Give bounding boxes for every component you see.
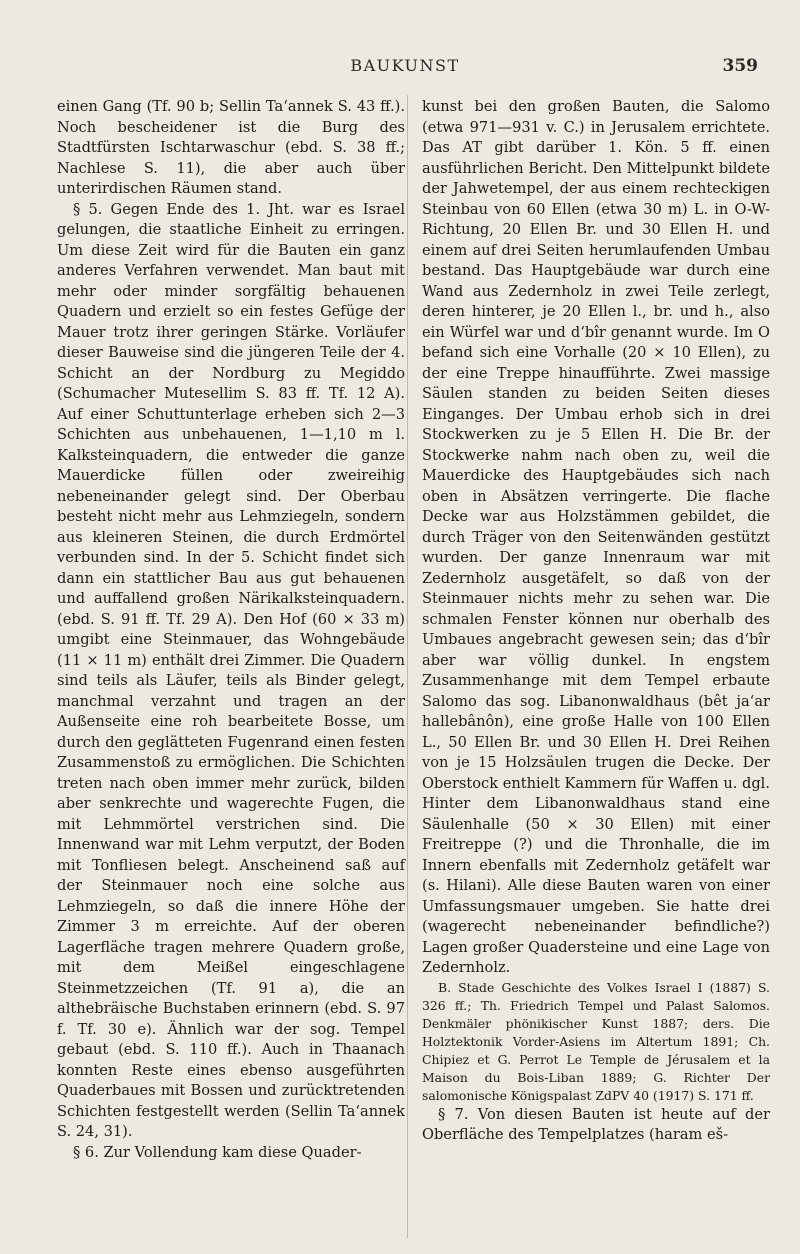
section-7-paragraph: § 7. Von diesen Bauten ist heute auf der Oberfläche des Tempelplatzes (haram eš- [422, 1105, 770, 1143]
page-header [0, 56, 800, 76]
right-column [422, 97, 770, 1146]
bibliography: B. Stade Geschichte des Volkes Israel I (1887) S. 326 ff.; Th. Friedrich Tempel und Palast Salomos. Denkmäler phönikischer Kunst 1887; ders. Die Holztektonik Vorder-Asiens im Altertum 1891; Ch. Chipiez et G. Perrot Le Temple de Jérusalem et la Maison du Bois-Liban 1889; G. Richter Der salomonische Königspalast ZdPV 40 (1917) S. 171 ff. [422, 979, 770, 1103]
left-column [57, 97, 405, 1163]
column-divider [407, 95, 408, 1238]
running-head: BAUKUNST [350, 56, 460, 75]
page-number: 359 [722, 56, 758, 76]
section-5-paragraph: § 5. Gegen Ende des 1. Jht. war es Israel gelungen, die staatliche Einheit zu erringen. Um diese Zeit wird für die Bauten ein ganz anderes Verfahren verwendet. Man baut mit mehr oder minder sorgfältig behauenen Quadern und erzielt so ein festes Gefüge der Mauer trotz ihrer geringen Stärke. Vorläufer dieser Bauweise sind die jüngeren Teile der 4. Schicht an der Nordburg zu Megiddo (Schumacher Mutesellim S. 83 ff. Tf. 12 A). Auf einer Schuttunterlage erheben sich 2—3 Schichten aus unbehauenen, 1—1,10 m l. Kalksteinquadern, die entweder die ganze Mauerdicke füllen oder zweireihig nebeneinander gelegt sind. Der Oberbau besteht nicht mehr aus Lehmziegeln, sondern aus kleineren Steinen, die durch Erdmörtel verbunden sind. In der 5. Schicht findet sich dann ein stattlicher Bau aus gut behauenen und auffallend großen Närikalksteinquadern. (ebd. S. 91 ff. Tf. 29 A). Den Hof (60 × 33 m) umgibt eine Steinmauer, das Wohngebäude (11 × 11 m) enthält drei Zimmer. Die Quadern sind teils als Läufer, teils als Binder gelegt, manchmal verzahnt und tragen an der Außenseite eine roh bearbeitete Bosse, um durch den geglätteten Fugenrand einen festen Zusammenstoß zu ermöglichen. Die Schichten treten nach oben immer mehr zurück, bilden aber senkrechte und wagerechte Fugen, die mit Lehmmörtel verstrichen sind. Die Innenwand war mit Lehm verputzt, der Boden mit Tonfliesen belegt. Anscheinend saß auf der Steinmauer noch eine solche aus Lehmziegeln, so daß die innere Höhe der Zimmer 3 m erreichte. Auf der oberen Lagerfläche tragen mehrere Quadern große, mit dem Meißel eingeschlagene Steinmetzzeichen (Tf. 91 a), die an althebräische Buchstaben erinnern (ebd. S. 97 f. Tf. 30 e). Ähnlich war der sog. Tempel gebaut (ebd. S. 110 ff.). Auch in Thaanach konnten Reste eines ebenso ausgeführten Quaderbaues mit Bossen und zurücktretenden Schichten festgestellt werden (Sellin Ta‘annek S. 24, 31). [57, 200, 405, 1140]
section-6-paragraph: § 6. Zur Vollendung kam diese Quader- [73, 1143, 362, 1161]
paragraph: kunst bei den großen Bauten, die Salomo (etwa 971—931 v. C.) in Jerusalem errichtete. Das AT gibt darüber 1. Kön. 5 ff. einen ausführlichen Bericht. Den Mittelpunkt bildete der Jahwetempel, der aus einem rechteckigen Steinbau von 60 Ellen (etwa 30 m) L. in O-W-Richtung, 20 Ellen Br. und 30 Ellen H. und einem auf drei Seiten herumlaufenden Umbau bestand. Das Hauptgebäude war durch eine Wand aus Zedernholz in zwei Teile zerlegt, deren hinterer, je 20 Ellen l., br. und h., also ein Würfel war und d‘bîr genannt wurde. Im O befand sich eine Vorhalle (20 × 10 Ellen), zu der eine Treppe hinaufführte. Zwei massige Säulen standen zu beiden Seiten dieses Einganges. Der Umbau erhob sich in drei Stockwerken zu je 5 Ellen H. Die Br. der Stockwerke nahm nach oben zu, weil die Mauerdicke des Hauptgebäudes sich nach oben in Absätzen verringerte. Die flache Decke war aus Holzstämmen gebildet, die durch Träger von den Seitenwänden gestützt wurden. Der ganze Innenraum war mit Zedernholz ausgetäfelt, so daß von der Steinmauer nichts mehr zu sehen war. Die schmalen Fenster können nur oberhalb des Umbaues angebracht gewesen sein; das d‘bîr aber war völlig dunkel. In engstem Zusammenhange mit dem Tempel erbaute Salomo das sog. Libanonwaldhaus (bêt ja‘ar hallebânôn), eine große Halle von 100 Ellen L., 50 Ellen Br. und 30 Ellen H. Drei Reihen von je 15 Holzsäulen trugen die Decke. Der Oberstock enthielt Kammern für Waffen u. dgl. Hinter dem Libanonwaldhaus stand eine Säulenhalle (50 × 30 Ellen) mit einer Freitreppe (?) und die Thronhalle, die im Innern ebenfalls mit Zedernholz getäfelt war (s. Hilani). Alle diese Bauten waren von einer Umfassungsmauer umgeben. Sie hatte drei (wagerecht nebeneinander befindliche?) Lagen großer Quadersteine und eine Lage von Zedernholz. [422, 98, 770, 976]
paragraph: einen Gang (Tf. 90 b; Sellin Ta‘annek S. 43 ff.). Noch bescheidener ist die Burg des Stadtfürsten Ischtarwaschur (ebd. S. 38 ff.; Nachlese S. 11), die aber auch über unterirdischen Räumen stand. [57, 98, 405, 197]
